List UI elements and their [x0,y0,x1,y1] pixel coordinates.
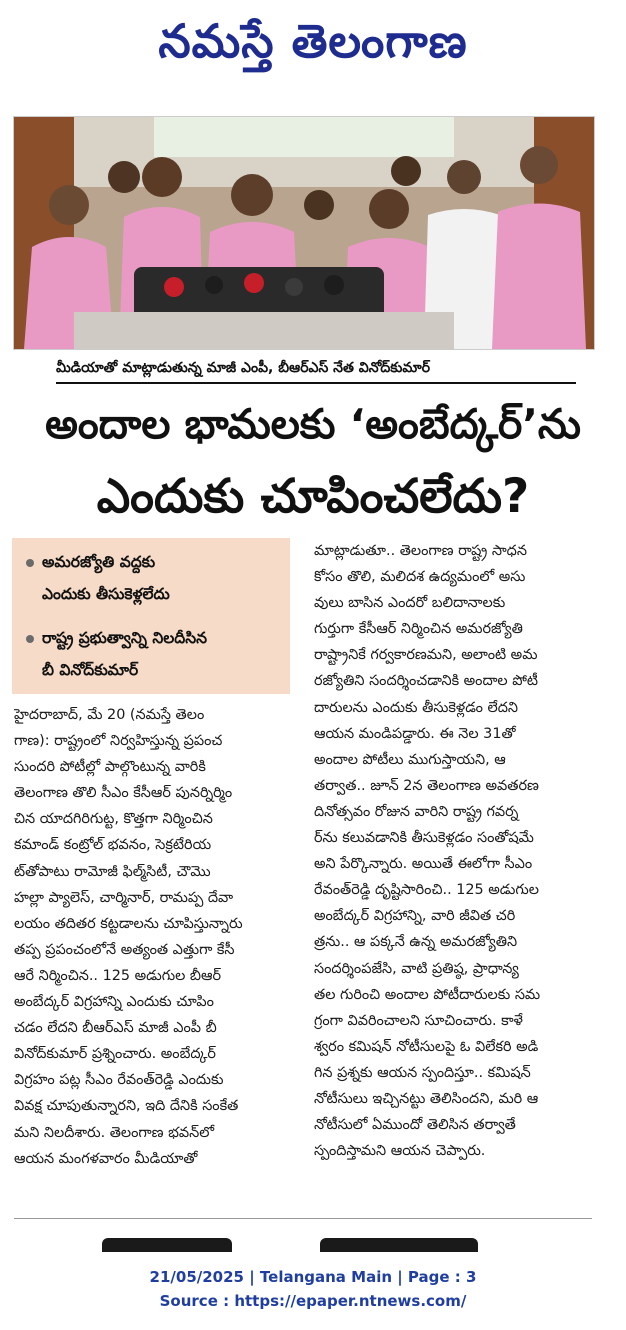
highlight-item [26,546,286,610]
article-line: మని నిలదీశారు. తెలంగాణ భవన్‌లో [14,1124,215,1141]
article-line: లయం తదితర కట్టడాలను చూపిస్తున్నారు [14,915,243,932]
article-line: తల గురించి అందాల పోటీదారులకు సమ [314,986,541,1003]
article-line: విగ్రహం పట్ల సీఎం రేవంత్‌రెడ్డి ఎందుకు [14,1072,224,1089]
divider [14,1218,592,1219]
article-line: ఆరే నిర్మించిన.. 125 అడుగుల బీఆర్ [14,967,222,984]
masthead [0,0,626,110]
highlight-line: రాష్ట్ర ప్రభుత్వాన్ని నిలదీసిన [42,629,207,647]
article-line: హైదరాబాద్, మే 20 (నమస్తే తెలం [14,707,205,723]
bullet-icon [26,635,34,643]
article-line: త్రను.. ఆ పక్కనే ఉన్న అమరజ్యోతిని [314,934,518,951]
article-line: గ్రంగా వివరించాలని సూచించారు. కాళే [314,1012,523,1029]
footer-edition-info: 21/05/2025 | Telangana Main | Page : 3 [149,1268,477,1286]
highlight-line: అమరజ్యోతి వద్దకు [42,553,156,571]
article-line: హల్లా ప్యాలెస్, చార్మినార్, రామప్ప దేవా [14,889,234,906]
bullet-icon [26,559,34,567]
article-column-right [314,538,594,1164]
article-line: వివక్ష చూపుతున్నారని, ఇది దేనికి సంకేత [14,1098,239,1115]
photo-caption: మీడియాతో మాట్లాడుతున్న మాజీ ఎంపీ, బీఆర్ఎస్ నేత వినోద్‌కుమార్ [56,356,576,384]
article-line: గాణ): రాష్ట్రంలో నిర్వహిస్తున్న ప్రపంచ [14,733,223,750]
article-line: వులు బాసిన ఎందరో బలిదానాలకు [314,595,506,612]
article-line: స్పందిస్తామని ఆయన చెప్పారు. [314,1143,486,1160]
masthead-title: నమస్తే తెలంగాణ [158,14,468,68]
article-line: చడం లేదని బీఆర్ఎస్ మాజీ ఎంపీ బీ [14,1020,217,1037]
highlights-box [12,538,290,694]
article-line: రేవంత్‌రెడ్డి దృష్టిసారించి.. 125 అడుగుల [314,882,539,899]
article-line: అని పేర్కొన్నారు. అయితే ఈలోగా సీఎం [314,856,533,873]
article-line: చిన యాదగిరిగుట్ట, కొత్తగా నిర్మించిన [14,811,213,828]
article-line: కోసం తొలి, మలిదశ ఉద్యమంలో అసు [314,569,526,586]
article-line: మాట్లాడుతూ.. తెలంగాణ రాష్ట్ర సాధన [314,543,527,559]
article-column-left [14,702,300,1172]
article-line: దినోత్సవం రోజున వారిని రాష్ట్ర గవర్న [314,803,519,820]
article-line: వినోద్‌కుమార్ ప్రశ్నించారు. అంబేద్కర్ [14,1046,216,1063]
news-photo [13,116,595,350]
article-line: రాష్ట్రానికే గర్వకారణమని, అలాంటి అమ [314,647,538,664]
article-line: నోటీసులు ఇచ్చినట్టు తెలిసిందని, మరి ఆ [314,1090,539,1107]
article-line: ట్‌తోపాటు రామోజీ ఫిల్మ్‌సిటీ, చౌమొ [14,863,211,880]
article-line: తర్వాత.. జూన్ 2న తెలంగాణ అవతరణ [314,777,539,794]
article-line: అంబేద్కర్ విగ్రహాన్ని ఎందుకు చూపిం [14,994,214,1011]
highlight-item [26,622,286,686]
press-meet-photo [14,117,594,349]
article-line: రజ్యోతిని సందర్శించడానికి అందాల పోటీ [314,673,538,690]
article-line: నోటీసులో ఏముందో తెలిసిన తర్వాతే [314,1117,516,1134]
highlight-line: ఎందుకు తీసుకెళ్లలేదు [42,585,170,603]
headline-line-2: ఎందుకు చూపించలేదు? [96,469,530,524]
footer-source: Source : https://epaper.ntnews.com/ [159,1292,467,1310]
article-line: అంబేద్కర్ విగ్రహాన్ని, వారి జీవిత చరి [314,908,516,925]
article-line: గుర్తుగా కేసీఆర్ నిర్మించిన అమరజ్యోతి [314,621,523,638]
article-line: ఆయన మంగళవారం మీడియాతో [14,1150,198,1167]
article-line: ర్‌ను కలువడానికి తీసుకెళ్లడం సంతోషమే [314,830,534,847]
article-line: అందాల పోటీలు ముగుస్తాయని, ఆ [314,751,506,768]
article-line: ఆయన మండిపడ్డారు. ఈ నెల 31తో [314,725,516,742]
article-line: శ్వరం కమిషన్ నోటీసులపై ఓ విలేకరి అడి [314,1038,539,1055]
article-line: సందర్శింపజేసి, వాటి ప్రతిష్ఠ, ప్రాధాన్య [314,960,519,977]
next-headline-partial [320,1238,478,1252]
article-line: తెలంగాణ తొలి సీఎం కేసీఆర్ పునర్నిర్మిం [14,785,233,802]
highlight-line: బీ వినోద్‌కుమార్ [42,661,139,679]
article-line: తప్ప ప్రపంచంలోనే అత్యంత ఎత్తుగా కేసీ [14,941,235,958]
article-line: దారులను ఎందుకు తీసుకెళ్లడం లేదని [314,699,518,716]
article-line: సుందరి పోటీల్లో పాల్గొంటున్న వారికి [14,759,206,776]
headline-line-1: అందాల భామలకు ‘అంబేద్కర్’ను [45,400,581,448]
article-line: గిన ప్రశ్నకు ఆయన స్పందిస్తూ.. కమిషన్ [314,1064,531,1081]
article-line: కమాండ్ కంట్రోల్ భవనం, సెక్రటేరియ [14,837,212,854]
next-headline-partial [102,1238,232,1252]
